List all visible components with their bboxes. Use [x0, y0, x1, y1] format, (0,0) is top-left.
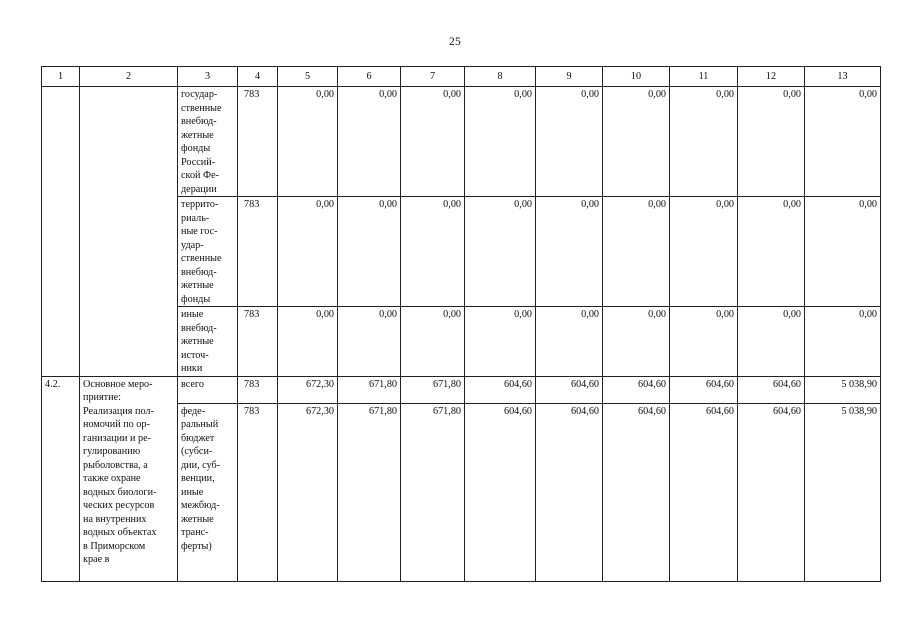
column-header: 9 — [536, 67, 603, 87]
column-header: 1 — [42, 67, 80, 87]
column-header: 8 — [465, 67, 536, 87]
activity-name-cell: Основное меро- приятие: Реализация пол- номочий по ор- ганизации и ре- гулированию рыболовства, а также охране водных биологи- ческих ресурсов на внутренних водных объектах в Приморском крае в — [80, 376, 178, 581]
value-cell: 0,00 — [401, 87, 465, 197]
value-cell: 0,00 — [603, 307, 670, 377]
code-cell: 783 — [238, 403, 278, 581]
funding-source-cell: всего — [178, 376, 238, 403]
value-cell: 0,00 — [738, 307, 805, 377]
value-cell: 604,60 — [465, 376, 536, 403]
value-cell: 0,00 — [670, 307, 738, 377]
value-cell: 5 038,90 — [805, 376, 881, 403]
value-cell: 604,60 — [465, 403, 536, 581]
value-cell: 0,00 — [603, 87, 670, 197]
table-row — [42, 87, 881, 197]
value-cell: 0,00 — [738, 87, 805, 197]
code-cell: 783 — [238, 197, 278, 307]
funding-source-cell: террито- риаль- ные гос- удар- ственные внебюд- жетные фонды — [178, 197, 238, 307]
column-header: 13 — [805, 67, 881, 87]
row-number-cell — [42, 87, 80, 377]
value-cell: 0,00 — [670, 197, 738, 307]
funding-source-cell: иные внебюд- жетные источ- ники — [178, 307, 238, 377]
funding-source-cell: государ- ственные внебюд- жетные фонды Россий- ской Фе- дерации — [178, 87, 238, 197]
value-cell: 0,00 — [805, 307, 881, 377]
value-cell: 0,00 — [805, 197, 881, 307]
funding-source-cell: феде- ральный бюджет (субси- дии, суб- венции, иные межбюд- жетные транс- ферты) — [178, 403, 238, 581]
value-cell: 604,60 — [536, 403, 603, 581]
value-cell: 0,00 — [805, 87, 881, 197]
budget-table — [41, 66, 881, 582]
column-header: 10 — [603, 67, 670, 87]
value-cell: 604,60 — [670, 376, 738, 403]
value-cell: 671,80 — [338, 403, 401, 581]
value-cell: 0,00 — [465, 197, 536, 307]
value-cell: 604,60 — [670, 403, 738, 581]
table-header-row — [42, 67, 881, 87]
value-cell: 672,30 — [278, 403, 338, 581]
value-cell: 0,00 — [278, 307, 338, 377]
code-cell: 783 — [238, 87, 278, 197]
value-cell: 5 038,90 — [805, 403, 881, 581]
column-header: 7 — [401, 67, 465, 87]
column-header: 3 — [178, 67, 238, 87]
column-header: 2 — [80, 67, 178, 87]
value-cell: 604,60 — [738, 376, 805, 403]
value-cell: 671,80 — [401, 403, 465, 581]
table-row — [42, 376, 881, 403]
value-cell: 671,80 — [401, 376, 465, 403]
column-header: 12 — [738, 67, 805, 87]
code-cell: 783 — [238, 307, 278, 377]
value-cell: 0,00 — [603, 197, 670, 307]
value-cell: 604,60 — [603, 403, 670, 581]
value-cell: 0,00 — [401, 197, 465, 307]
value-cell: 0,00 — [670, 87, 738, 197]
value-cell: 604,60 — [738, 403, 805, 581]
column-header: 11 — [670, 67, 738, 87]
activity-name-cell — [80, 87, 178, 377]
code-cell: 783 — [238, 376, 278, 403]
column-header: 4 — [238, 67, 278, 87]
value-cell: 671,80 — [338, 376, 401, 403]
column-header: 6 — [338, 67, 401, 87]
value-cell: 0,00 — [338, 197, 401, 307]
value-cell: 604,60 — [603, 376, 670, 403]
value-cell: 672,30 — [278, 376, 338, 403]
value-cell: 0,00 — [536, 87, 603, 197]
value-cell: 0,00 — [738, 197, 805, 307]
value-cell: 0,00 — [338, 307, 401, 377]
value-cell: 0,00 — [278, 197, 338, 307]
column-header: 5 — [278, 67, 338, 87]
value-cell: 0,00 — [278, 87, 338, 197]
value-cell: 0,00 — [465, 87, 536, 197]
value-cell: 0,00 — [536, 307, 603, 377]
value-cell: 0,00 — [465, 307, 536, 377]
row-number-cell: 4.2. — [42, 376, 80, 581]
value-cell: 0,00 — [401, 307, 465, 377]
page-number: 25 — [449, 36, 461, 48]
value-cell: 0,00 — [338, 87, 401, 197]
value-cell: 0,00 — [536, 197, 603, 307]
value-cell: 604,60 — [536, 376, 603, 403]
